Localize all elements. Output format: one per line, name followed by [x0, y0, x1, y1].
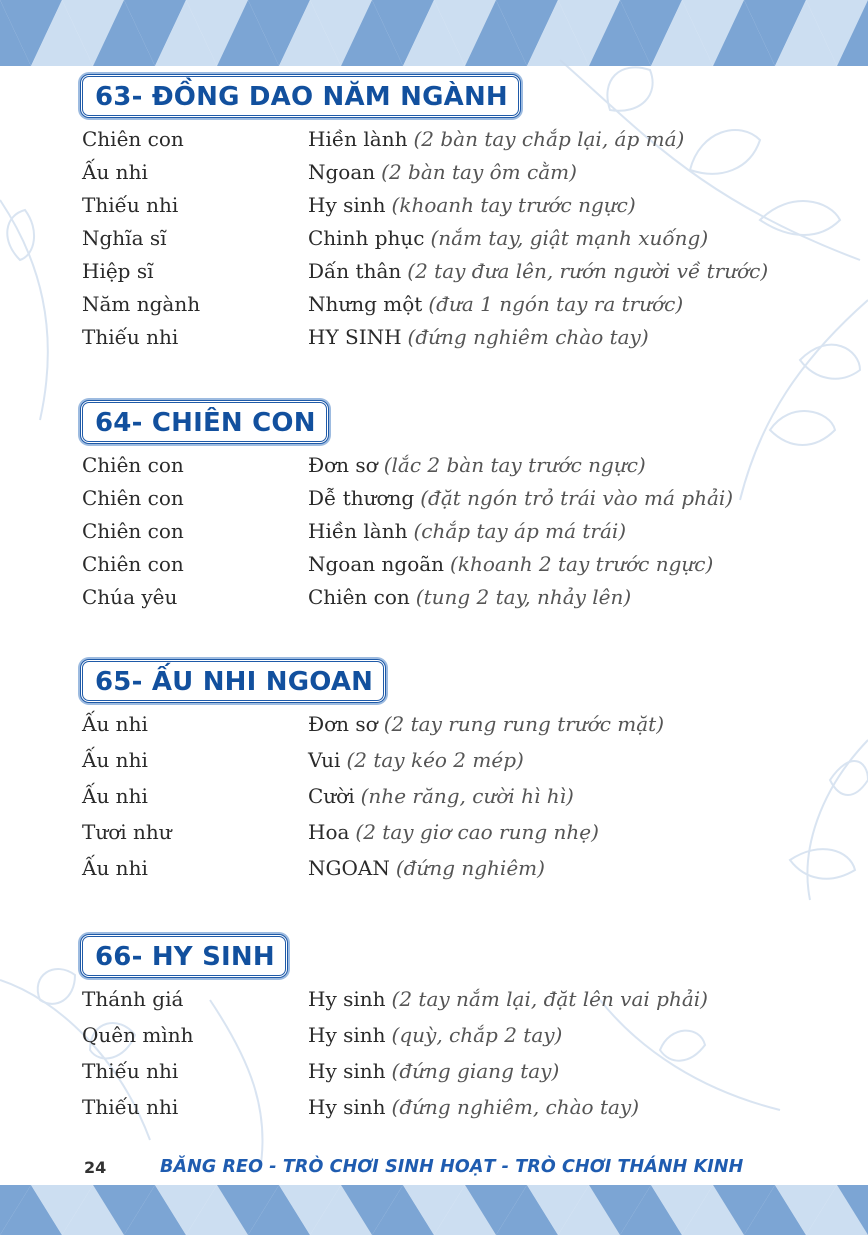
section-title: 66- HY SINH	[95, 942, 275, 972]
gesture-note: (nhe răng, cười hì hì)	[360, 784, 574, 808]
gesture-note: (2 tay đưa lên, rướn người về trước)	[407, 259, 769, 283]
verse-right	[308, 820, 599, 844]
verse-row	[80, 585, 800, 618]
verse-right	[308, 325, 649, 349]
section-65	[80, 659, 800, 892]
gesture-note: (nắm tay, giật mạnh xuống)	[430, 226, 709, 250]
verse-row	[80, 160, 800, 193]
verse-right	[308, 259, 768, 283]
section-title: 63- ĐỒNG DAO NĂM NGÀNH	[95, 82, 508, 112]
verse-left: Chiên con	[82, 552, 184, 576]
verse-word: Ngoan ngoãn	[308, 552, 445, 576]
bottom-triangle-border	[0, 1185, 868, 1235]
verse-left: Ấu nhi	[82, 160, 148, 184]
gesture-note: (đứng nghiêm, chào tay)	[391, 1095, 640, 1119]
verse-row	[80, 519, 800, 552]
verse-right	[308, 226, 708, 250]
verse-left: Chiên con	[82, 453, 184, 477]
verse-right	[308, 1095, 639, 1119]
verse-row	[80, 259, 800, 292]
verse-row	[80, 748, 800, 784]
verse-row	[80, 226, 800, 259]
section-63	[80, 74, 800, 358]
verse-right	[308, 712, 664, 736]
gesture-note: (khoanh 2 tay trước ngực)	[450, 552, 714, 576]
verse-right	[308, 552, 713, 576]
verse-right	[308, 585, 631, 609]
verse-row	[80, 784, 800, 820]
verse-left: Hiệp sĩ	[82, 259, 154, 283]
verse-right	[308, 1059, 559, 1083]
gesture-note: (2 tay nắm lại, đặt lên vai phải)	[391, 987, 708, 1011]
verse-row	[80, 193, 800, 226]
verse-right	[308, 292, 683, 316]
top-triangle-border	[0, 0, 868, 66]
section-64	[80, 400, 800, 618]
gesture-note: (2 tay rung rung trước mặt)	[383, 712, 665, 736]
section-title: 64- CHIÊN CON	[95, 408, 316, 438]
verse-right	[308, 748, 524, 772]
section-66	[80, 934, 800, 1131]
verse-left: Tươi như	[82, 820, 172, 844]
verse-row	[80, 325, 800, 358]
verse-word: Hoa	[308, 820, 350, 844]
gesture-note: (khoanh tay trước ngực)	[391, 193, 636, 217]
verse-word: Chinh phục	[308, 226, 425, 250]
verse-left: Năm ngành	[82, 292, 201, 316]
verse-left: Thánh giá	[82, 987, 184, 1011]
verse-right	[308, 127, 684, 151]
verse-row	[80, 127, 800, 160]
verse-word: Hy sinh	[308, 193, 386, 217]
verse-word: Cười	[308, 784, 355, 808]
verse-right	[308, 486, 733, 510]
verse-left: Ấu nhi	[82, 748, 148, 772]
verse-left: Chiên con	[82, 127, 184, 151]
verse-word: Hiền lành	[308, 127, 408, 151]
verse-right	[308, 519, 626, 543]
verse-row	[80, 486, 800, 519]
section-title-box	[80, 400, 329, 444]
verse-left: Ấu nhi	[82, 712, 148, 736]
verse-row	[80, 1059, 800, 1095]
verse-left: Thiếu nhi	[82, 1059, 179, 1083]
verse-word: Dễ thương	[308, 486, 415, 510]
gesture-note: (tung 2 tay, nhảy lên)	[415, 585, 632, 609]
page-number: 24	[84, 1158, 107, 1177]
verse-left: Ấu nhi	[82, 856, 148, 880]
verse-right	[308, 160, 577, 184]
verse-word: Ngoan	[308, 160, 376, 184]
verse-word: Hiền lành	[308, 519, 408, 543]
gesture-note: (2 tay kéo 2 mép)	[346, 748, 524, 772]
verse-rows	[80, 712, 800, 892]
verse-word: Chiên con	[308, 585, 410, 609]
book-title: BĂNG REO - TRÒ CHƠI SINH HOẠT - TRÒ CHƠI THÁNH KINH	[160, 1157, 744, 1177]
verse-left: Nghĩa sĩ	[82, 226, 167, 250]
verse-left: Thiếu nhi	[82, 325, 179, 349]
section-title-box	[80, 74, 521, 118]
gesture-note: (quỳ, chắp 2 tay)	[391, 1023, 563, 1047]
gesture-note: (2 tay giơ cao rung nhẹ)	[355, 820, 599, 844]
verse-word: NGOAN	[308, 856, 390, 880]
verse-left: Chiên con	[82, 486, 184, 510]
gesture-note: (2 bàn tay chắp lại, áp má)	[413, 127, 685, 151]
verse-row	[80, 292, 800, 325]
verse-row	[80, 712, 800, 748]
verse-word: Dấn thân	[308, 259, 402, 283]
gesture-note: (đưa 1 ngón tay ra trước)	[428, 292, 684, 316]
verse-rows	[80, 987, 800, 1131]
gesture-note: (đứng giang tay)	[391, 1059, 560, 1083]
verse-row	[80, 987, 800, 1023]
verse-row	[80, 856, 800, 892]
verse-word: Hy sinh	[308, 987, 386, 1011]
verse-right	[308, 1023, 562, 1047]
verse-word: Hy sinh	[308, 1059, 386, 1083]
verse-row	[80, 820, 800, 856]
page-footer	[84, 1158, 824, 1184]
verse-right	[308, 193, 636, 217]
verse-right	[308, 856, 545, 880]
gesture-note: (đặt ngón trỏ trái vào má phải)	[420, 486, 734, 510]
gesture-note: (lắc 2 bàn tay trước ngực)	[383, 453, 646, 477]
verse-word: Đơn sơ	[308, 712, 378, 736]
verse-left: Ấu nhi	[82, 784, 148, 808]
verse-row	[80, 1023, 800, 1059]
section-title: 65- ẤU NHI NGOAN	[95, 667, 374, 697]
verse-right	[308, 784, 574, 808]
verse-right	[308, 987, 708, 1011]
verse-word: Hy sinh	[308, 1095, 386, 1119]
gesture-note: (đứng nghiêm)	[395, 856, 545, 880]
gesture-note: (đứng nghiêm chào tay)	[407, 325, 649, 349]
verse-left: Chiên con	[82, 519, 184, 543]
verse-word: Đơn sơ	[308, 453, 378, 477]
verse-row	[80, 1095, 800, 1131]
verse-left: Thiếu nhi	[82, 193, 179, 217]
verse-row	[80, 552, 800, 585]
verse-left: Thiếu nhi	[82, 1095, 179, 1119]
gesture-note: (2 bàn tay ôm cằm)	[381, 160, 577, 184]
section-title-box	[80, 659, 386, 703]
verse-left: Quên mình	[82, 1023, 194, 1047]
verse-rows	[80, 127, 800, 358]
verse-row	[80, 453, 800, 486]
verse-word: Vui	[308, 748, 341, 772]
section-title-box	[80, 934, 288, 978]
verse-word: HY SINH	[308, 325, 402, 349]
verse-word: Nhưng một	[308, 292, 423, 316]
verse-left: Chúa yêu	[82, 585, 178, 609]
gesture-note: (chắp tay áp má trái)	[413, 519, 627, 543]
verse-right	[308, 453, 646, 477]
verse-rows	[80, 453, 800, 618]
verse-word: Hy sinh	[308, 1023, 386, 1047]
